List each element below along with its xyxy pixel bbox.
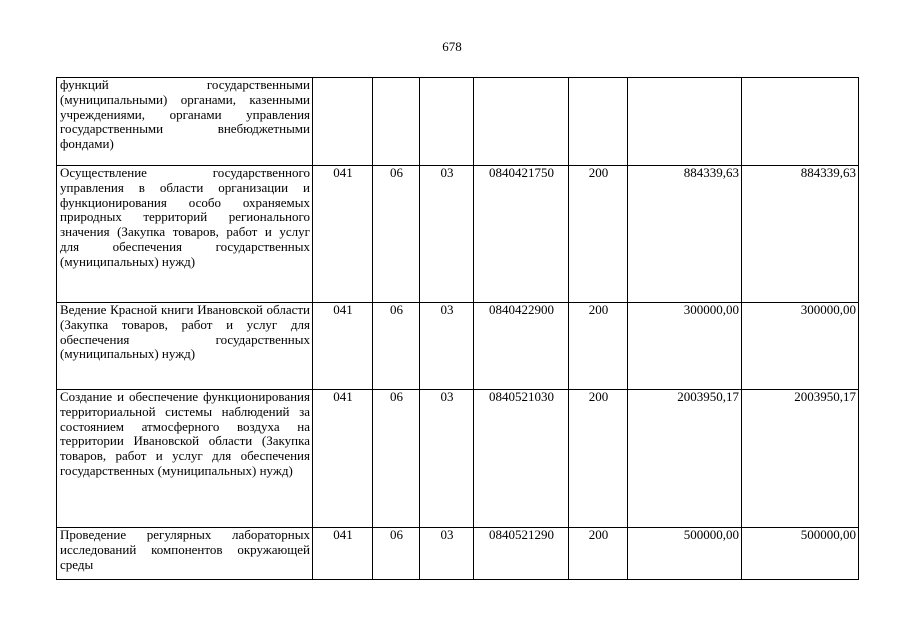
ministry-code: 041 xyxy=(313,303,373,390)
sum-year2: 884339,63 xyxy=(742,166,859,303)
row-description: Создание и обеспечение функционирования территориальной системы наблюдений за состоянием атмосферного воздуха на территории Ивановской области (Закупка товаров, работ и услуг для обеспечения государственных (муниципальных) нужд) xyxy=(57,390,313,528)
subsection-code: 03 xyxy=(420,166,474,303)
row-description: Ведение Красной книги Ивановской области (Закупка товаров, работ и услуг для обеспечения государственных (муниципальных) нужд) xyxy=(57,303,313,390)
subsection-code xyxy=(420,78,474,166)
target-article-code: 0840521290 xyxy=(474,528,569,580)
target-article-code: 0840521030 xyxy=(474,390,569,528)
row-description: Осуществление государственного управления в области организации и функционирования особо охраняемых природных территорий регионального значения (Закупка товаров, работ и услуг для обеспечения государственных (муниципальных) нужд) xyxy=(57,166,313,303)
sum-year2 xyxy=(742,78,859,166)
target-article-code: 0840422900 xyxy=(474,303,569,390)
table-row xyxy=(57,166,859,303)
section-code xyxy=(373,78,420,166)
ministry-code: 041 xyxy=(313,528,373,580)
sum-year1: 300000,00 xyxy=(628,303,742,390)
sum-year2: 2003950,17 xyxy=(742,390,859,528)
table-row xyxy=(57,303,859,390)
page-number: 678 xyxy=(442,39,462,54)
subsection-code: 03 xyxy=(420,528,474,580)
section-code: 06 xyxy=(373,390,420,528)
section-code: 06 xyxy=(373,166,420,303)
expense-type-code: 200 xyxy=(569,528,628,580)
row-description: функций государственными (муниципальными) органами, казенными учреждениями, органами управления государственными внебюджетными фондами) xyxy=(57,78,313,166)
ministry-code: 041 xyxy=(313,166,373,303)
sum-year1: 2003950,17 xyxy=(628,390,742,528)
sum-year1: 884339,63 xyxy=(628,166,742,303)
ministry-code xyxy=(313,78,373,166)
ministry-code: 041 xyxy=(313,390,373,528)
target-article-code xyxy=(474,78,569,166)
expense-type-code: 200 xyxy=(569,303,628,390)
row-description: Проведение регулярных лабораторных исследований компонентов окружающей среды xyxy=(57,528,313,580)
table-row xyxy=(57,390,859,528)
subsection-code: 03 xyxy=(420,390,474,528)
section-code: 06 xyxy=(373,528,420,580)
sum-year2: 300000,00 xyxy=(742,303,859,390)
budget-table xyxy=(56,77,859,580)
table-row xyxy=(57,528,859,580)
sum-year2: 500000,00 xyxy=(742,528,859,580)
subsection-code: 03 xyxy=(420,303,474,390)
table-row xyxy=(57,78,859,166)
section-code: 06 xyxy=(373,303,420,390)
sum-year1 xyxy=(628,78,742,166)
expense-type-code xyxy=(569,78,628,166)
target-article-code: 0840421750 xyxy=(474,166,569,303)
sum-year1: 500000,00 xyxy=(628,528,742,580)
expense-type-code: 200 xyxy=(569,166,628,303)
expense-type-code: 200 xyxy=(569,390,628,528)
